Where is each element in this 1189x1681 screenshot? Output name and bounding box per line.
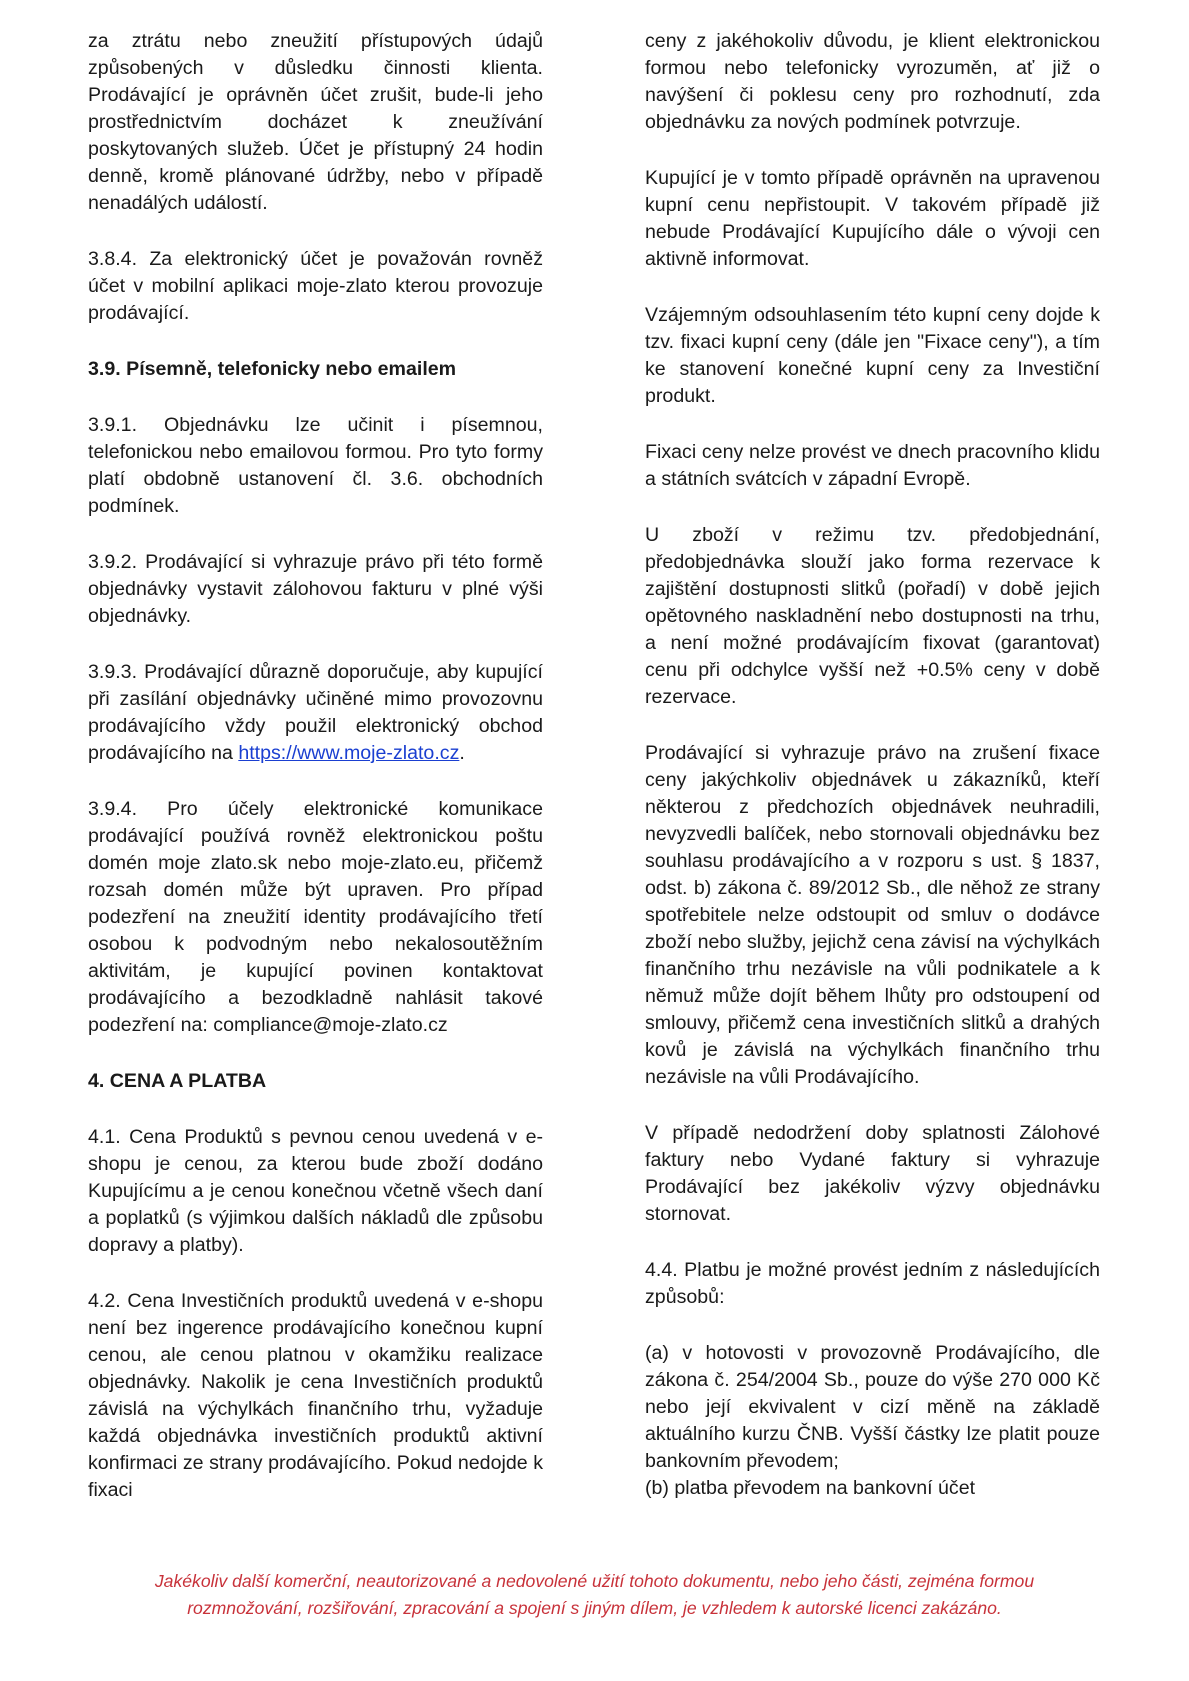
right-column — [645, 28, 1100, 1502]
paragraph-buyer-right: Kupující je v tomto případě oprávněn na upravenou kupní cenu nepřistoupit. V takovém případě již nebude Prodávající Kupujícího dále o vývoji cen aktivně informovat. — [645, 167, 1100, 270]
paragraph-3-9-3-end: . — [459, 742, 465, 764]
paragraph-preorder: U zboží v režimu tzv. předobjednání, předobjednávka slouží jako forma rezervace k zajištění dostupnosti slitků (pořadí) v době jejich opětovného naskladnění nebo dostupnosti na trhu, a není možné prodávajícím fixovat (garantovat) cenu při odchylce vyšší než +0.5% ceny v době rezervace. — [645, 524, 1100, 708]
paragraph-4-2: 4.2. Cena Investičních produktů uvedená v e-shopu není bez ingerence prodávajícího konečnou kupní cenou, ale cenou platnou v okamžiku realizace objednávky. Nakolik je cena Investičních produktů závislá na výchylkách finančního trhu, vyžaduje každá objednávka investičních produktů aktivní konfirmaci ze strany prodávajícího. Pokud nedojde k fixaci — [88, 1290, 543, 1501]
section-heading-4: 4. CENA A PLATBA — [88, 1070, 267, 1092]
paragraph-fixation-cancel: Prodávající si vyhrazuje právo na zrušení fixace ceny jakýchkoliv objednávek u zákazníků, kteří některou z předchozích objednávek neuhradili, nevyzvedli balíček, nebo stornovali objednávku bez souhlasu prodávajícího a v rozporu s ust. § 1837, odst. b) zákona č. 89/2012 Sb., dle něhož ze strany spotřebitele nelze odstoupit od smluv o dodávce zboží nebo služby, jejichž cena závisí na výchylkách finančního trhu nezávisle na vůli podnikatele a k němuž může dojít během lhůty pro odstoupení od smlouvy, přičemž cena investičních slitků a drahých kovů je závislá na výchylkách finančního trhu nezávisle na vůli Prodávajícího. — [645, 742, 1100, 1088]
paragraph-3-9-3-text: 3.9.3. Prodávající důrazně doporučuje, aby kupující při zasílání objednávky učiněné mimo provozovnu prodávajícího vždy použil elektronický obchod prodávajícího na — [88, 661, 543, 764]
paragraph-3-9-2: 3.9.2. Prodávající si vyhrazuje právo při této formě objednávky vystavit zálohovou fakturu v plné výši objednávky. — [88, 551, 543, 627]
paragraph-3-9-3 — [88, 659, 543, 767]
paragraph-3-9-1: 3.9.1. Objednávku lze učinit i písemnou, telefonickou nebo emailovou formou. Pro tyto formy platí obdobně ustanovení čl. 3.6. obchodních podmínek. — [88, 414, 543, 517]
paragraph-invoice-storno: V případě nedodržení doby splatnosti Zálohové faktury nebo Vydané faktury si vyhrazuje Prodávající bez jakékoliv výzvy objednávku stornovat. — [645, 1122, 1100, 1225]
paragraph-price-change: ceny z jakéhokoliv důvodu, je klient elektronickou formou nebo telefonicky vyrozuměn, ať již o navýšení či poklesu ceny pro rozhodnutí, zda objednávku za nových podmínek potvrzuje. — [645, 30, 1100, 133]
paragraph-payment-transfer: (b) platba převodem na bankovní účet — [645, 1477, 976, 1499]
left-column — [88, 28, 543, 1504]
paragraph-price-fixation: Vzájemným odsouhlasením této kupní ceny dojde k tzv. fixaci kupní ceny (dále jen "Fixace ceny"), a tím ke stanovení konečné kupní ceny za Investiční produkt. — [645, 304, 1100, 407]
paragraph-3-8-4: 3.8.4. Za elektronický účet je považován rovněž účet v mobilní aplikaci moje-zlato kterou provozuje prodávající. — [88, 248, 543, 324]
copyright-footer — [60, 1568, 1129, 1622]
paragraph-payment-cash: (a) v hotovosti v provozovně Prodávajícího, dle zákona č. 254/2004 Sb., pouze do výše 270 000 Kč nebo její ekvivalent v cizí měně na základě aktuálního kurzu ČNB. Vyšší částky lze platit pouze bankovním převodem; — [645, 1342, 1100, 1472]
paragraph-4-1: 4.1. Cena Produktů s pevnou cenou uvedená v e-shopu je cenou, za kterou bude zboží dodáno Kupujícímu a je cenou konečnou včetně všech daní a poplatků (s výjimkou dalších nákladů dle způsobu dopravy a platby). — [88, 1126, 543, 1256]
paragraph-account-misuse: za ztrátu nebo zneužití přístupových údajů způsobených v důsledku činnosti klienta. Prodávající je oprávněn účet zrušit, bude-li jeho prostřednictvím docházet k zneužívání poskytovaných služeb. Účet je přístupný 24 hodin denně, kromě plánované údržby, nebo v případě nenadálých událostí. — [88, 30, 543, 214]
footer-line-2: rozmnožování, rozšiřování, zpracování a spojení s jiným dílem, je vzhledem k autorské licenci zakázáno. — [187, 1598, 1002, 1618]
section-heading-3-9: 3.9. Písemně, telefonicky nebo emailem — [88, 358, 457, 380]
paragraph-4-4: 4.4. Platbu je možné provést jedním z následujících způsobů: — [645, 1259, 1100, 1308]
eshop-link[interactable]: https://www.moje-zlato.cz — [238, 742, 460, 764]
paragraph-3-9-4: 3.9.4. Pro účely elektronické komunikace prodávající používá rovněž elektronickou poštu domén moje zlato.sk nebo moje-zlato.eu, přičemž rozsah domén může být upraven. Pro případ podezření na zneužití identity prodávajícího třetí osobou k podvodným nebo nekalosoutěžním aktivitám, je kupující povinen kontaktovat prodávajícího a bezodkladně nahlásit takové podezření na: compliance@moje-zlato.cz — [88, 798, 543, 1036]
paragraph-fixation-holidays: Fixaci ceny nelze provést ve dnech pracovního klidu a státních svátcích v západní Evropě. — [645, 441, 1100, 490]
footer-line-1: Jakékoliv další komerční, neautorizované a nedovolené užití tohoto dokumentu, nebo jeho části, zejména formou — [154, 1571, 1035, 1591]
